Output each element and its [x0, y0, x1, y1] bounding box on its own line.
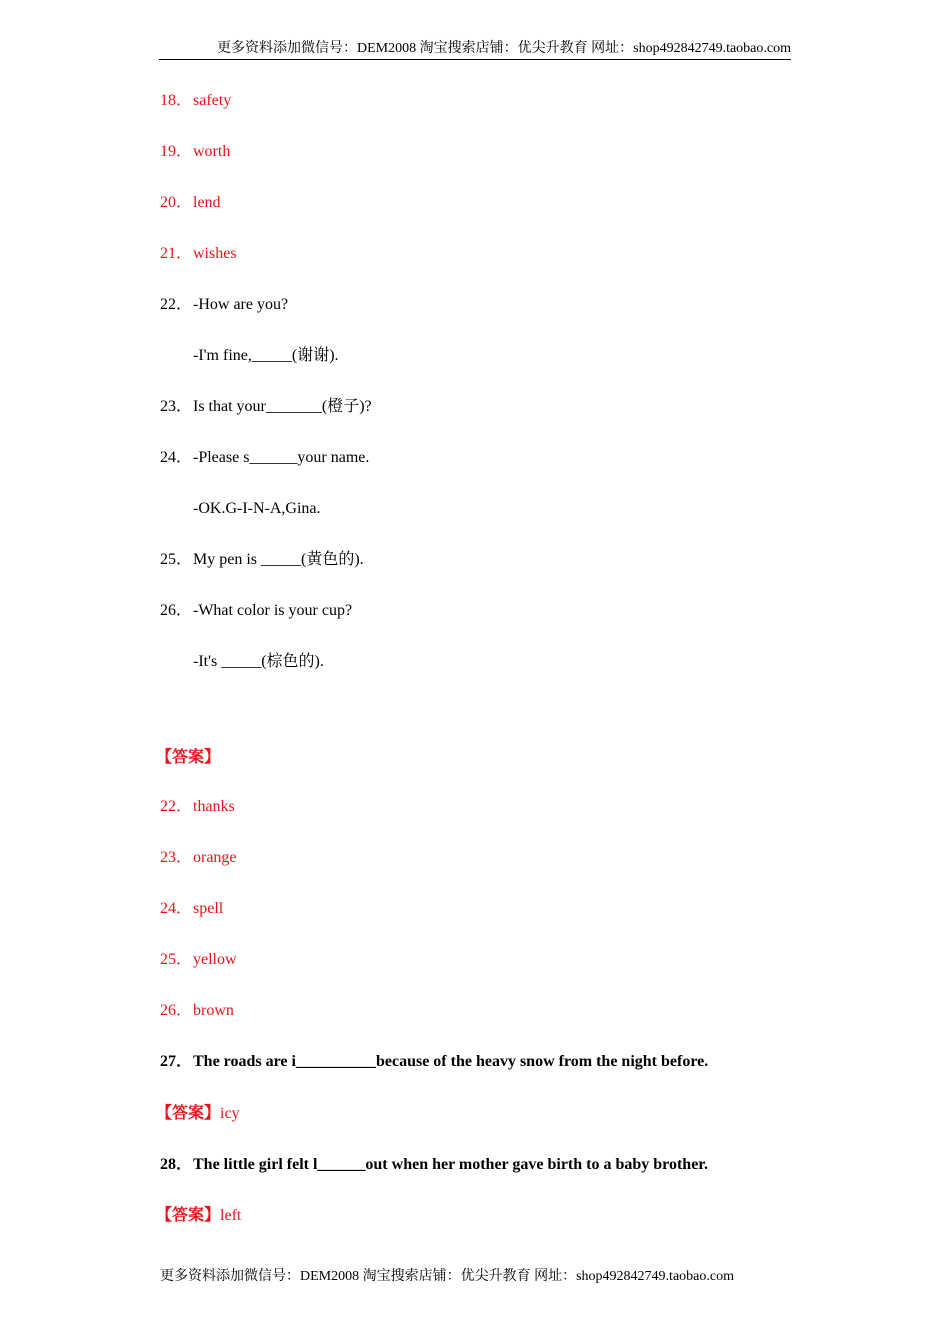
- question-22-reply: -I'm fine,_____(谢谢).: [193, 347, 339, 364]
- question-26: 26．-What color is your cup?: [160, 602, 353, 619]
- answer-26: 26．brown: [160, 1002, 234, 1019]
- question-27: 27．The roads are i__________because of the heavy snow from the night before.: [160, 1053, 709, 1070]
- question-23: 23．Is that your_______(橙子)?: [160, 398, 372, 415]
- question-24-reply: -OK.G-I-N-A,Gina.: [193, 500, 321, 517]
- question-22: 22．-How are you?: [160, 296, 289, 313]
- answer-25: 25．yellow: [160, 951, 237, 968]
- question-28: 28．The little girl felt l______out when her mother gave birth to a baby brother.: [160, 1156, 708, 1173]
- answer-23: 23．orange: [160, 849, 237, 866]
- page-footer: 更多资料添加微信号：DEM2008 淘宝搜索店铺：优尖升教育 网址：shop492842749.taobao.com: [160, 1269, 734, 1284]
- answer-label: 【答案】: [156, 749, 221, 766]
- answer-22: 22．thanks: [160, 798, 235, 815]
- question-24: 24．-Please s______your name.: [160, 449, 370, 466]
- answer-20: 20．lend: [160, 194, 221, 211]
- answer-21: 21．wishes: [160, 245, 237, 262]
- question-26-reply: -It's _____(棕色的).: [193, 653, 324, 670]
- answer-18: 18．safety: [160, 92, 232, 109]
- answer-27: 【答案】icy: [156, 1105, 240, 1122]
- answer-19: 19．worth: [160, 143, 231, 160]
- page-header: 更多资料添加微信号：DEM2008 淘宝搜索店铺：优尖升教育 网址：shop492842749.taobao.com: [159, 40, 791, 60]
- answer-28: 【答案】left: [156, 1207, 242, 1224]
- question-25: 25．My pen is _____(黄色的).: [160, 551, 364, 568]
- answer-24: 24．spell: [160, 900, 224, 917]
